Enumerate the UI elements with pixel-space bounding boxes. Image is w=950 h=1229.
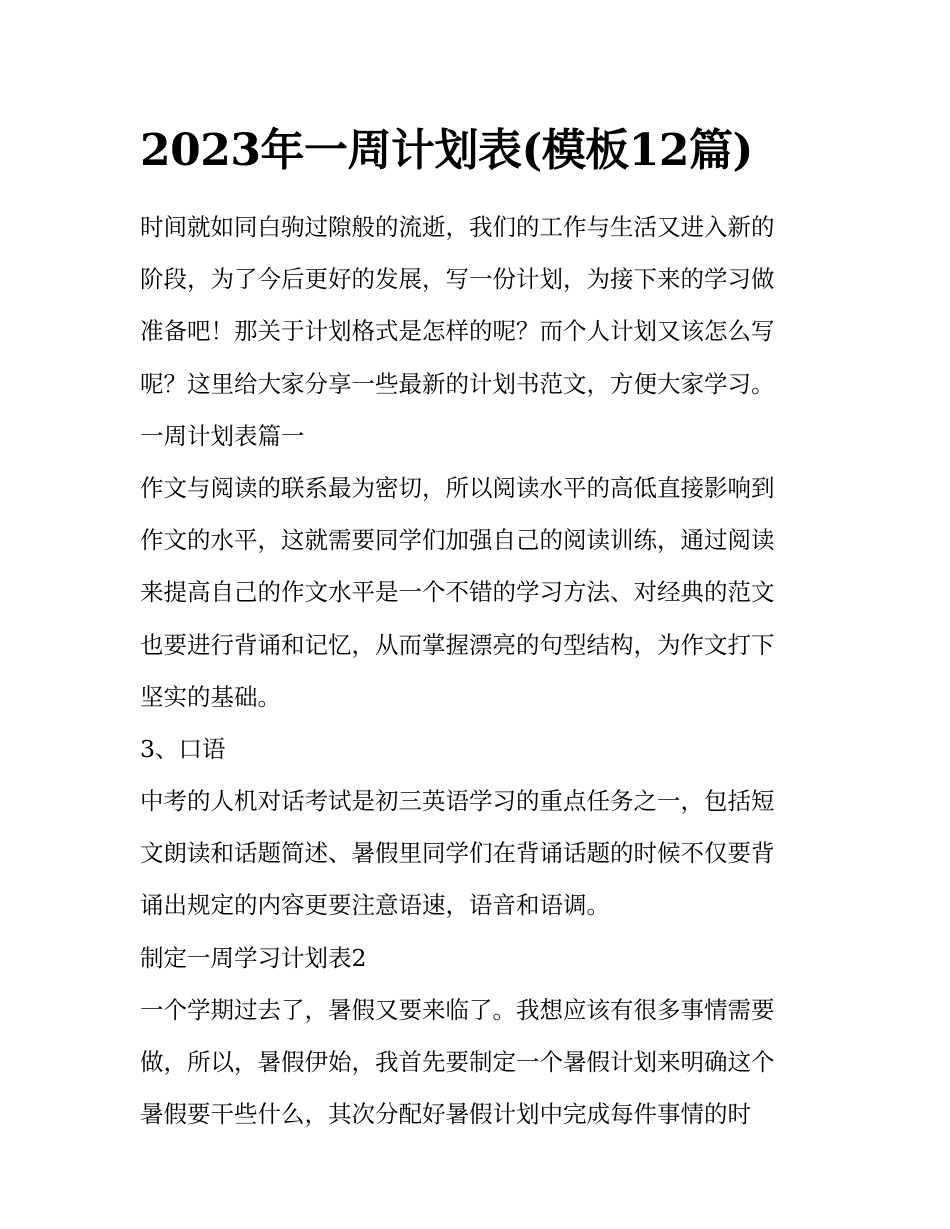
section-3-line: 暑假要干些什么，其次分配好暑假计划中完成每件事情的时 (140, 1100, 751, 1129)
section-1-line: 作文与阅读的联系最为密切，所以阅读水平的高低直接影响到 (140, 473, 775, 502)
intro-line: 呢？这里给大家分享一些最新的计划书范文，方便大家学习。 (140, 369, 775, 398)
document-page (140, 0, 812, 1140)
section-2-line: 文朗读和话题简述、暑假里同学们在背诵话题的时候不仅要背 (140, 839, 775, 868)
section-heading-1: 一周计划表篇一 (140, 421, 305, 450)
document-title: 2023年一周计划表(模板12篇) (140, 125, 753, 176)
intro-line: 准备吧！那关于计划格式是怎样的呢？而个人计划又该怎么写 (140, 317, 775, 346)
section-1-line: 也要进行背诵和记忆，从而掌握漂亮的句型结构，为作文打下 (140, 630, 775, 659)
section-2-line: 中考的人机对话考试是初三英语学习的重点任务之一，包括短 (140, 787, 775, 816)
section-3-line: 一个学期过去了，暑假又要来临了。我想应该有很多事情需要 (140, 995, 775, 1024)
intro-line: 阶段，为了今后更好的发展，写一份计划，为接下来的学习做 (140, 265, 775, 294)
section-heading-3: 制定一周学习计划表2 (140, 943, 367, 972)
section-1-line: 坚实的基础。 (140, 682, 281, 711)
section-3-line: 做，所以，暑假伊始，我首先要制定一个暑假计划来明确这个 (140, 1048, 775, 1076)
section-1-line: 来提高自己的作文水平是一个不错的学习方法、对经典的范文 (140, 578, 775, 607)
section-1-line: 作文的水平，这就需要同学们加强自己的阅读训练，通过阅读 (140, 526, 775, 555)
section-heading-2: 3、口语 (140, 734, 226, 763)
intro-line: 时间就如同白驹过隙般的流逝，我们的工作与生活又进入新的 (140, 213, 775, 241)
section-2-line: 诵出规定的内容更要注意语速，语音和语调。 (140, 891, 610, 920)
document-body (140, 201, 812, 1140)
